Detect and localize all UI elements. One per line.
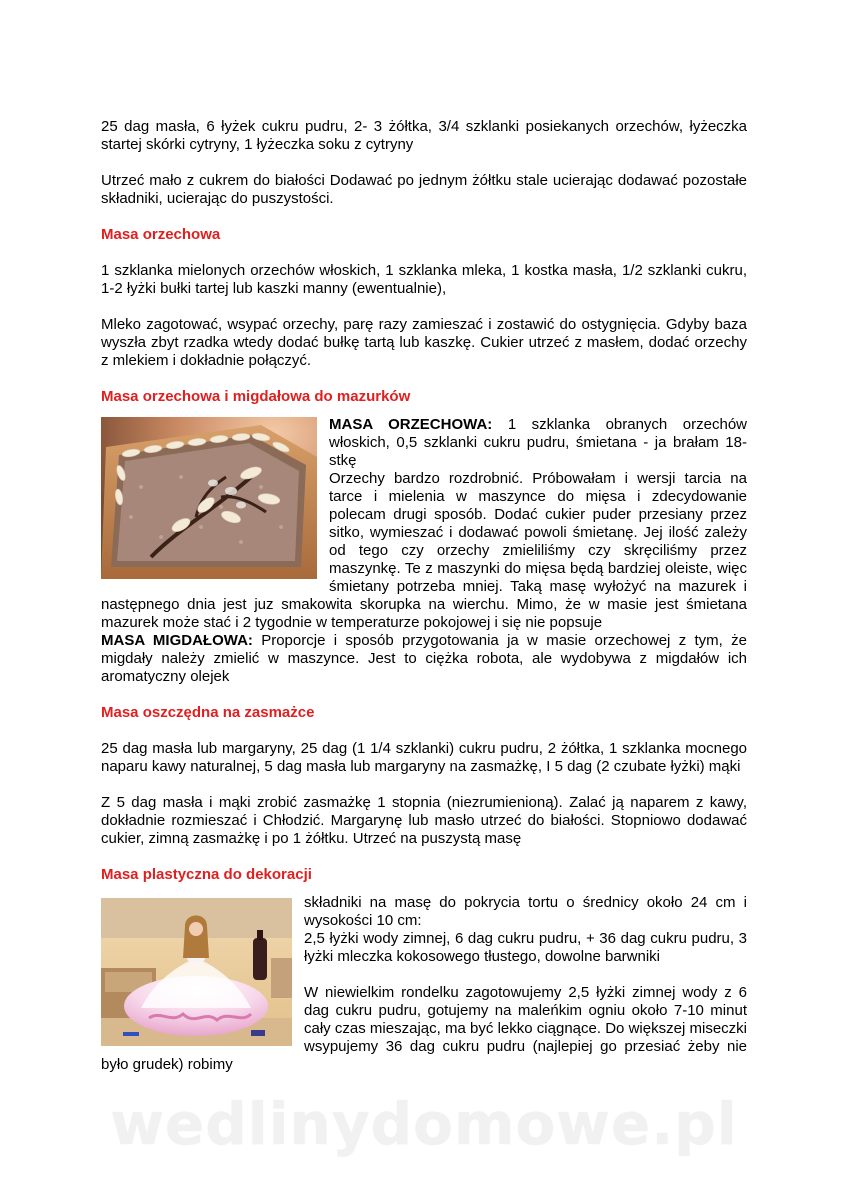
section-title-plastyczna: Masa plastyczna do dekoracji: [101, 866, 312, 883]
plastyczna-ingredients-list: 2,5 łyżki wody zimnej, 6 dag cukru pudru, + 36 dag cukru pudru, 3 łyżki mleczka kokosowego tłustego, dowolne barwniki: [304, 930, 747, 965]
walnut-method: Mleko zagotować, wsypać orzechy, parę razy zamieszać i zostawić do ostygnięcia. Gdyby baza wyszła zbyt rzadka wtedy dodać bułkę tartą lub kaszkę. Cukier utrzeć z masłem, dodać orzechy z mlekiem i dokładnie połączyć.: [101, 316, 747, 369]
walnut-ingredients-text: 1 szklanka obranych orzechów włoskich, 0,5 szklanki cukru pudru, śmietana - ja brałam 18-stkę: [329, 416, 747, 469]
zasmazka-ingredients: 25 dag masła lub margaryny, 25 dag (1 1/4 szklanki) cukru pudru, 2 żółtka, 1 szklanka mocnego naparu kawy naturalnej, 5 dag masła lub margaryny na zasmażkę, I 5 dag (2 czubate łyżki) mąki: [101, 740, 747, 775]
doll-cake-photo: [101, 898, 292, 1046]
site-watermark: wedlinydomowe.pl: [110, 1090, 738, 1158]
section-title-zasmazka: Masa oszczędna na zasmażce: [101, 704, 315, 721]
section-title-masa-orzechowa: Masa orzechowa: [101, 226, 221, 243]
mazurek-section: [101, 416, 747, 686]
mazurek-almond-text: [101, 632, 747, 686]
almond-text: Proporcje i sposób przygotowania ja w masie orzechowej z tym, że migdały należy zmielić w maszynce. Jest to ciężka robota, ale wydobywa z migdałów ich aromatyczny olejek: [101, 632, 747, 685]
mazurek-walnut-method: Orzechy bardzo rozdrobnić. Próbowałam i wersji tarcia na tarce i mielenia w maszynce do mięsa i zdecydowanie polecam drugi sposób. Dodać cukier puder przesiany przez sitko, wymieszać i dodawać powoli śmietanę. Jej ilość zależy od tego czy orzechy zmieliliśmy czy skręciliśmy przez maszynkę. Te z maszynki do mięsa będą bardziej oleiste, więc śmietany potrzeba mniej. Taką masę wyłożyć na mazurek i następnego dnia jest juz smakowita skorupka na wierchu. Mimo, że w masie jest śmietana mazurek może stać i 2 tygodnie w temperaturze pokojowej i się nie popsuje: [101, 470, 747, 631]
walnut-ingredients: 1 szklanka mielonych orzechów włoskich, 1 szklanka mleka, 1 kostka masła, 1/2 szklanki cukru, 1-2 łyżki bułki tartej lub kaszki manny (ewentualnie),: [101, 262, 747, 297]
zasmazka-method: Z 5 dag masła i mąki zrobić zasmażkę 1 stopnia (niezrumienioną). Zalać ją naparem z kawy, dokładnie rozmieszać i Chłodzić. Margarynę lub masło utrzeć do białości. Stopniowo dodawać cukier, zimną zasmażkę i po 1 żółtku. Utrzeć na puszystą masę: [101, 794, 747, 847]
intro-method: Utrzeć mało z cukrem do białości Dodawać po jednym żółtku stale ucierając dodawać pozostałe składniki, ucierając do puszystości.: [101, 172, 747, 207]
almond-label: MASA MIGDAŁOWA:: [101, 632, 253, 649]
section-title-mazurek: Masa orzechowa i migdałowa do mazurków: [101, 388, 411, 405]
mazurek-cake-photo: [101, 417, 317, 579]
walnut-label: MASA ORZECHOWA:: [329, 416, 493, 433]
plastyczna-method: W niewielkim rondelku zagotowujemy 2,5 łyżki zimnej wody z 6 dag cukru pudru, gotujemy na maleńkim ogniu około 7-10 minut cały czas mieszając, ma być lekko ciągnące. Do większej miseczki wsypujemy 36 dag cukru pudru (najlepiej go przesiać żeby nie było grudek) robimy: [101, 984, 747, 1073]
plastyczna-section: [101, 894, 747, 1074]
intro-ingredients: 25 dag masła, 6 łyżek cukru pudru, 2- 3 żółtka, 3/4 szklanki posiekanych orzechów, łyżeczka startej skórki cytryny, 1 łyżeczka soku z cytryny: [101, 118, 747, 153]
plastyczna-ingredients: składniki na masę do pokrycia tortu o średnicy około 24 cm i wysokości 10 cm:: [304, 894, 747, 929]
recipe-page: [101, 118, 747, 1074]
